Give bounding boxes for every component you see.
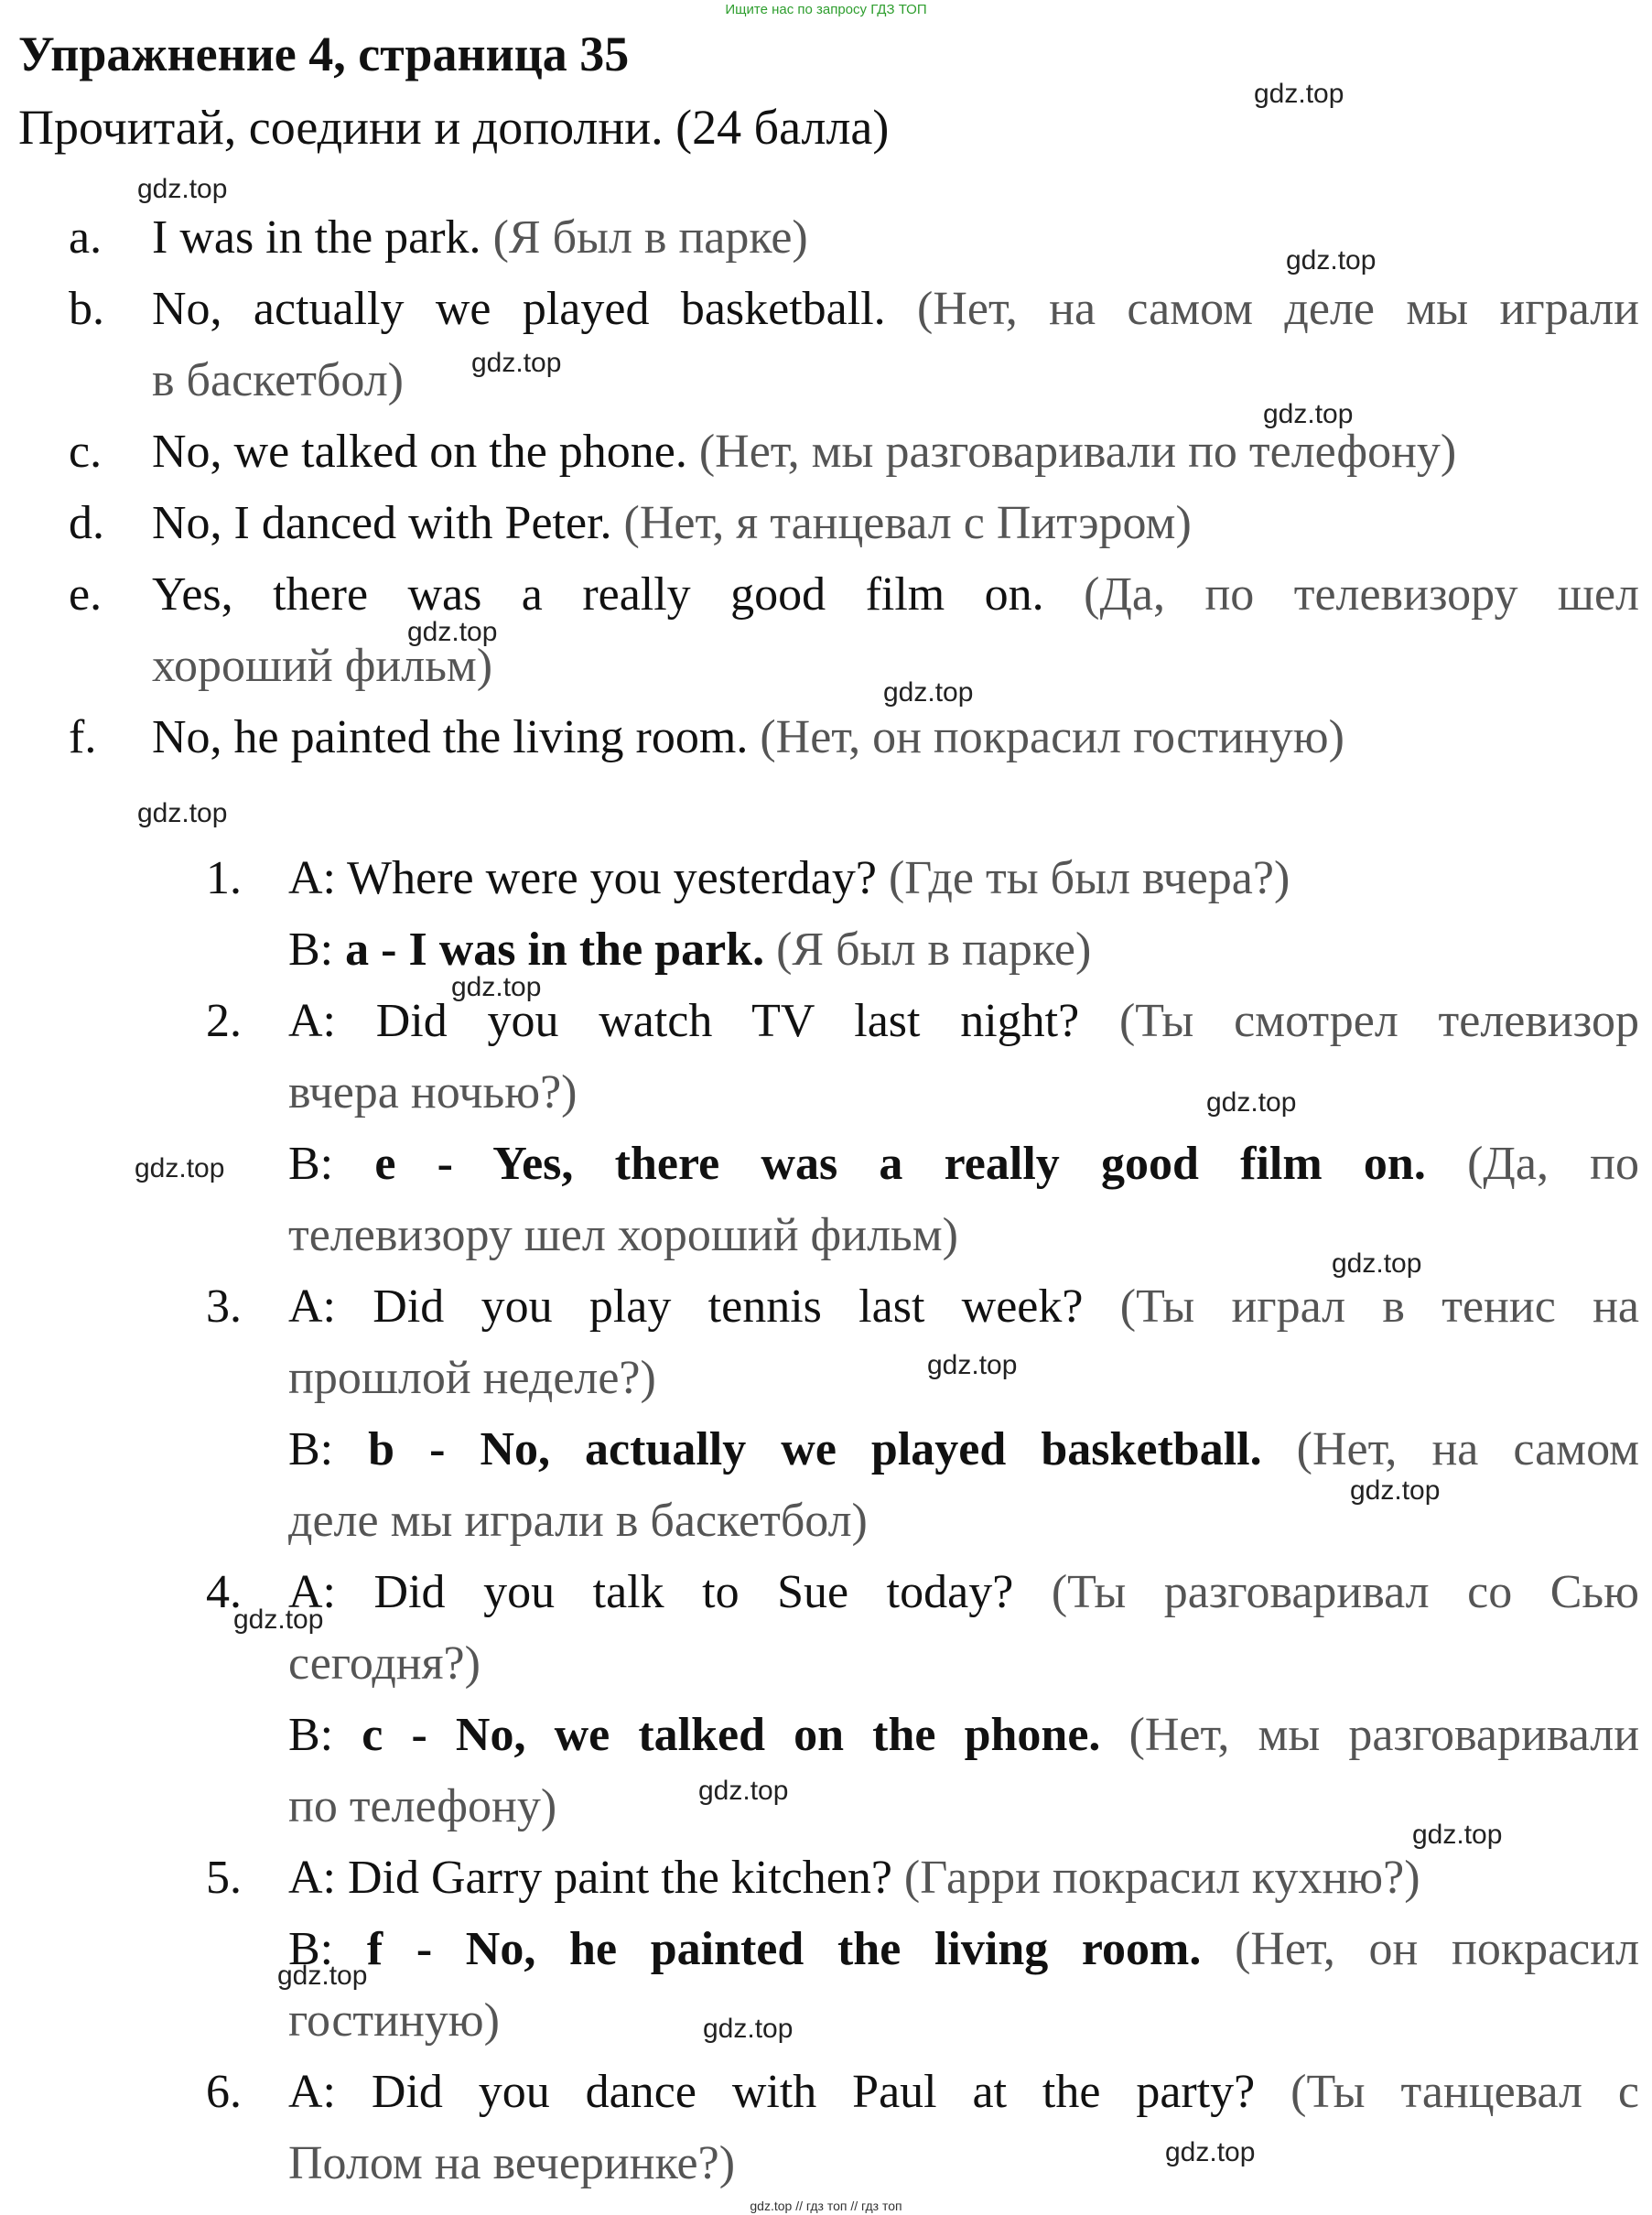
option-en: No, I danced with Peter. (152, 497, 612, 549)
watermark: gdz.top (1332, 1248, 1422, 1279)
answer-ru: (Нет, мы разговаривали (1128, 1709, 1640, 1761)
option-ru: (Нет, он покрасил гостиную) (760, 711, 1344, 763)
dialog-4-question (288, 1565, 1639, 1620)
option-b (152, 282, 1639, 337)
watermark: gdz.top (135, 1153, 225, 1183)
dialog-number: 3. (206, 1280, 242, 1333)
option-letter: e. (69, 568, 103, 621)
question-ru: (Гарри покрасил кухню?) (903, 1852, 1420, 1904)
option-en: Yes, there was a really good film on. (152, 568, 1044, 621)
question-en: A: Did Garry paint the kitchen? (288, 1852, 904, 1904)
watermark: gdz.top (137, 174, 228, 204)
question-en: A: Did you dance with Paul at the party? (288, 2066, 1291, 2118)
watermark: gdz.top (703, 2014, 794, 2044)
dialog-1-answer (288, 923, 1091, 978)
watermark: gdz.top (471, 348, 562, 378)
answer-prefix: B: (288, 1709, 334, 1761)
watermark: gdz.top (277, 1961, 368, 1991)
option-ru: (Нет, я танцевал с Питэром) (623, 497, 1192, 549)
watermark: gdz.top (1263, 399, 1354, 429)
question-ru: (Где ты был вчера?) (888, 852, 1290, 904)
option-d (152, 496, 1192, 551)
answer-en: e - Yes, there was a really good film on. (374, 1138, 1426, 1190)
dialog-number: 6. (206, 2066, 242, 2118)
exercise-title: Упражнение 4, страница 35 (18, 27, 630, 81)
question-ru-continued: Полом на вечеринке?) (288, 2137, 736, 2189)
answer-ru-continued: деле мы играли в баскетбол) (288, 1495, 868, 1547)
answer-ru-continued: телевизору шел хороший фильм) (288, 1209, 958, 1261)
dialog-3-answer (288, 1422, 1639, 1477)
question-en: A: Did you talk to Sue today? (288, 1566, 1052, 1618)
answer-prefix: B: (288, 1423, 334, 1475)
answer-ru-continued: гостиную) (288, 1994, 500, 2047)
option-ru-continued: в баскетбол) (152, 354, 404, 406)
dialog-number: 2. (206, 995, 242, 1047)
watermark: gdz.top (927, 1350, 1018, 1380)
question-en: A: Where were you yesterday? (288, 852, 889, 904)
dialog-4-answer (288, 1708, 1639, 1763)
option-f (152, 710, 1344, 765)
option-c (152, 425, 1456, 480)
option-e (152, 567, 1639, 622)
option-en: I was in the park. (152, 211, 481, 264)
option-ru: (Да, по телевизору шел (1084, 568, 1640, 621)
question-ru-continued: прошлой неделе?) (288, 1352, 656, 1404)
question-ru: (Ты разговаривал со Сью (1051, 1566, 1639, 1618)
watermark: gdz.top (1286, 245, 1377, 276)
watermark: gdz.top (883, 677, 974, 708)
answer-en: a - I was in the park. (345, 924, 765, 976)
question-ru-continued: вчера ночью?) (288, 1066, 578, 1118)
exercise-instruction: Прочитай, соедини и дополни. (24 балла) (18, 100, 890, 155)
option-a (152, 211, 808, 265)
watermark: gdz.top (1254, 79, 1344, 109)
question-ru: (Ты танцевал с (1290, 2066, 1639, 2118)
watermark: gdz.top (1412, 1820, 1503, 1850)
watermark: gdz.top (1165, 2137, 1256, 2167)
dialog-6-question (288, 2065, 1639, 2120)
answer-ru: (Да, по (1467, 1138, 1640, 1190)
dialog-2-answer (288, 1137, 1639, 1192)
option-ru: (Я был в парке) (492, 211, 808, 264)
dialog-5-question (288, 1851, 1420, 1906)
option-letter: c. (69, 426, 103, 478)
answer-en: c - No, we talked on the phone. (362, 1709, 1101, 1761)
option-letter: b. (69, 283, 104, 335)
answer-prefix: B: (288, 1138, 334, 1190)
question-ru: (Ты смотрел телевизор (1118, 995, 1639, 1047)
dialog-number: 5. (206, 1852, 242, 1904)
option-ru: (Нет, на самом деле мы играли (917, 283, 1640, 335)
answer-ru-continued: по телефону) (288, 1780, 557, 1832)
dialog-number: 1. (206, 852, 242, 904)
question-en: A: Did you watch TV last night? (288, 995, 1119, 1047)
watermark: gdz.top (137, 798, 228, 828)
option-en: No, we talked on the phone. (152, 426, 687, 478)
option-ru-continued: хороший фильм) (152, 640, 493, 692)
option-en: No, he painted the living room. (152, 711, 749, 763)
answer-ru: (Нет, он покрасил (1235, 1923, 1640, 1975)
answer-ru: (Нет, на самом (1296, 1423, 1639, 1475)
dialog-5-answer (288, 1922, 1639, 1977)
answer-prefix: B: (288, 1923, 334, 1975)
footer-note: gdz.top // гдз топ // гдз топ (750, 2199, 902, 2213)
dialog-3-question (288, 1280, 1639, 1334)
watermark: gdz.top (407, 617, 498, 647)
answer-en: b - No, actually we played basketball. (368, 1423, 1262, 1475)
answer-ru: (Я был в парке) (776, 924, 1092, 976)
watermark: gdz.top (1350, 1475, 1441, 1506)
watermark: gdz.top (451, 972, 542, 1002)
option-ru: (Нет, мы разговаривали по телефону) (698, 426, 1457, 478)
dialog-1-question (288, 851, 1290, 906)
option-letter: f. (69, 711, 97, 763)
option-letter: a. (69, 211, 103, 264)
question-en: A: Did you play tennis last week? (288, 1280, 1120, 1333)
answer-en: f - No, he painted the living room. (366, 1923, 1202, 1975)
watermark: gdz.top (233, 1605, 324, 1635)
option-letter: d. (69, 497, 104, 549)
answer-prefix: B: (288, 924, 334, 976)
header-search-note: Ищите нас по запросу ГДЗ ТОП (725, 2, 927, 17)
option-en: No, actually we played basketball. (152, 283, 886, 335)
question-ru: (Ты играл в тенис на (1119, 1280, 1639, 1333)
dialog-number: 4. (206, 1566, 242, 1618)
watermark: gdz.top (698, 1776, 789, 1806)
question-ru-continued: сегодня?) (288, 1637, 480, 1690)
watermark: gdz.top (1206, 1087, 1297, 1118)
